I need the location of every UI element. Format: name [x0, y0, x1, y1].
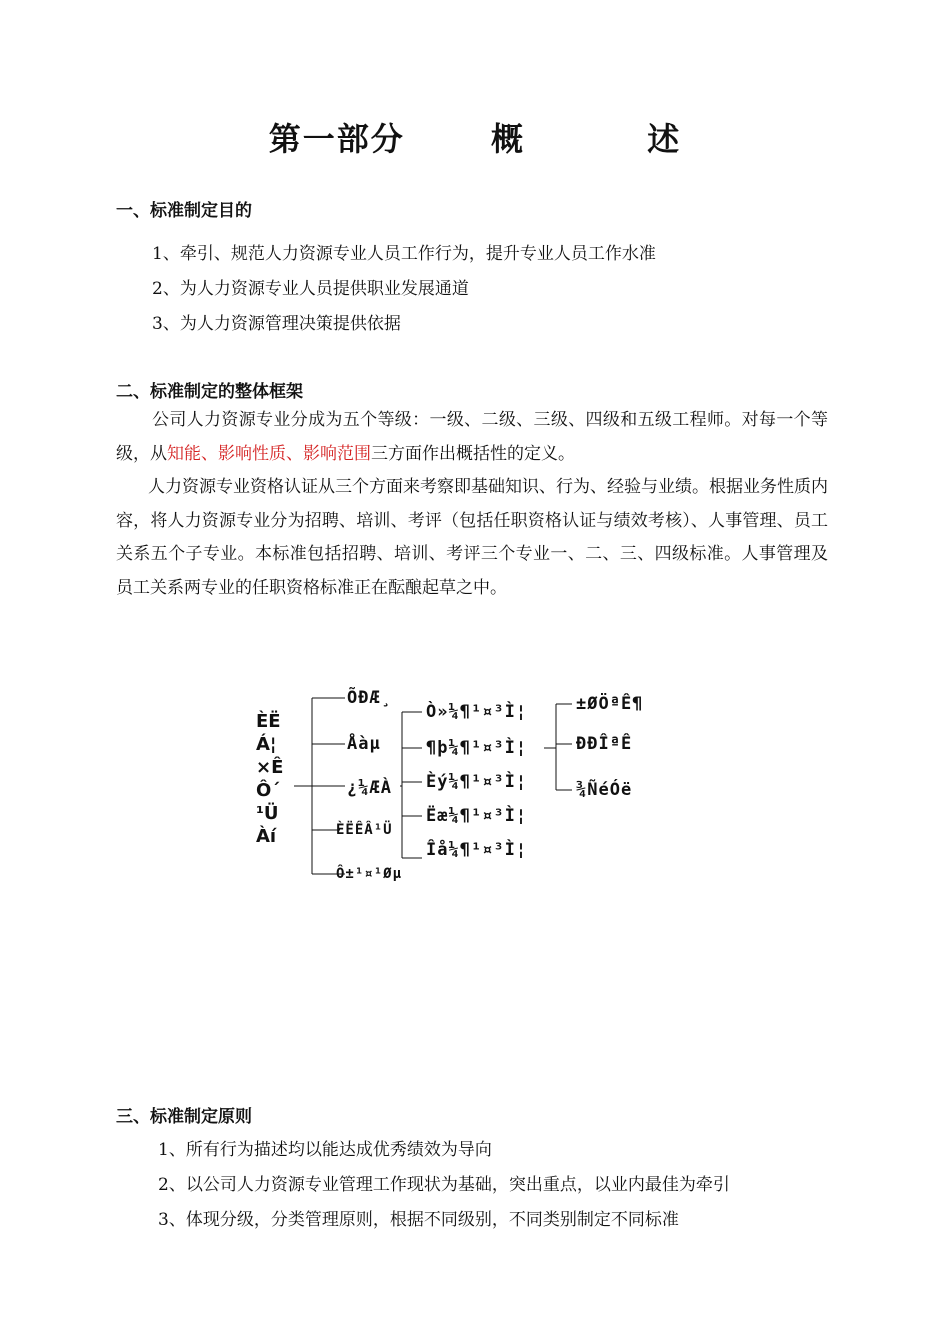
- root-line-3: ×Ê: [256, 757, 284, 778]
- root-line-5: ¹Ü: [256, 803, 279, 824]
- framework-diagram: [250, 686, 670, 896]
- para1-highlight: 知能、影响性质、影响范围: [167, 443, 371, 464]
- para1-text-before: 公司人力资源专业分成为五个等级：一级、二级、三级、四级和五级工程师。对每一个等级，从: [116, 410, 828, 464]
- section3-item-1: 1、所有行为描述均以能达成优秀绩效为导向: [158, 1140, 492, 1160]
- diagram-root-label: [256, 710, 304, 848]
- col1-node-4: ÈËÊÂ¹Ü: [336, 822, 393, 838]
- para1-text-after: 三方面作出概括性的定义。: [371, 443, 575, 464]
- section1-item-1: 1、牵引、规范人力资源专业人员工作行为，提升专业人员工作水准: [152, 244, 656, 264]
- col2-node-1: Ò»¼¶¹¤³Ì¦: [426, 702, 528, 722]
- section2-paragraph-1: [116, 404, 828, 471]
- root-line-2: Á¦: [256, 734, 277, 755]
- col2-node-2: ¶þ¼¶¹¤³Ì¦: [426, 738, 528, 758]
- col1-node-5: Ô±¹¤¹Øµ: [336, 866, 403, 882]
- col3-node-2: ÐÐÎªÊ: [576, 734, 633, 754]
- section3-item-2: 2、以公司人力资源专业管理工作现状为基础，突出重点，以业内最佳为牵引: [158, 1175, 730, 1195]
- section2-paragraph-2: 人力资源专业资格认证从三个方面来考察即基础知识、行为、经验与业绩。根据业务性质内容，将人力资源专业分为招聘、培训、考评（包括任职资格认证与绩效考核）、人事管理、员工关系五个子专业。本标准包括招聘、培训、考评三个专业一、二、三、四级标准。人事管理及员工关系两专业的任职资格标准正在酝酿起草之中。: [116, 477, 828, 598]
- section2-heading: 二、标准制定的整体框架: [116, 382, 303, 402]
- root-line-1: ÈË: [256, 711, 281, 732]
- col2-node-3: Èý¼¶¹¤³Ì¦: [426, 772, 528, 792]
- section3-heading: 三、标准制定原则: [116, 1107, 252, 1127]
- section1-item-2: 2、为人力资源专业人员提供职业发展通道: [152, 279, 469, 299]
- title-part2: 概: [490, 120, 525, 158]
- col1-node-1: ÕÐÆ¸: [347, 688, 392, 708]
- col1-node-2: Åàµ: [347, 734, 381, 754]
- title-part3: 述: [647, 120, 682, 158]
- col1-node-3: ¿¼ÆÀ: [347, 778, 392, 798]
- col3-node-1: ±ØÖªÊ¶: [576, 694, 644, 714]
- page-title: [0, 114, 950, 160]
- section3-item-3: 3、体现分级，分类管理原则，根据不同级别，不同类别制定不同标准: [158, 1210, 679, 1230]
- col2-node-5: Îå¼¶¹¤³Ì¦: [426, 840, 528, 860]
- section1-item-3: 3、为人力资源管理决策提供依据: [152, 314, 401, 334]
- root-line-4: Ô´: [256, 780, 281, 801]
- col3-node-3: ¾ÑéÓë: [576, 780, 633, 800]
- root-line-6: Àí: [256, 826, 277, 847]
- col2-node-4: Ëæ¼¶¹¤³Ì¦: [426, 806, 528, 826]
- title-part1: 第一部分: [268, 120, 405, 158]
- section1-heading: 一、标准制定目的: [116, 201, 252, 221]
